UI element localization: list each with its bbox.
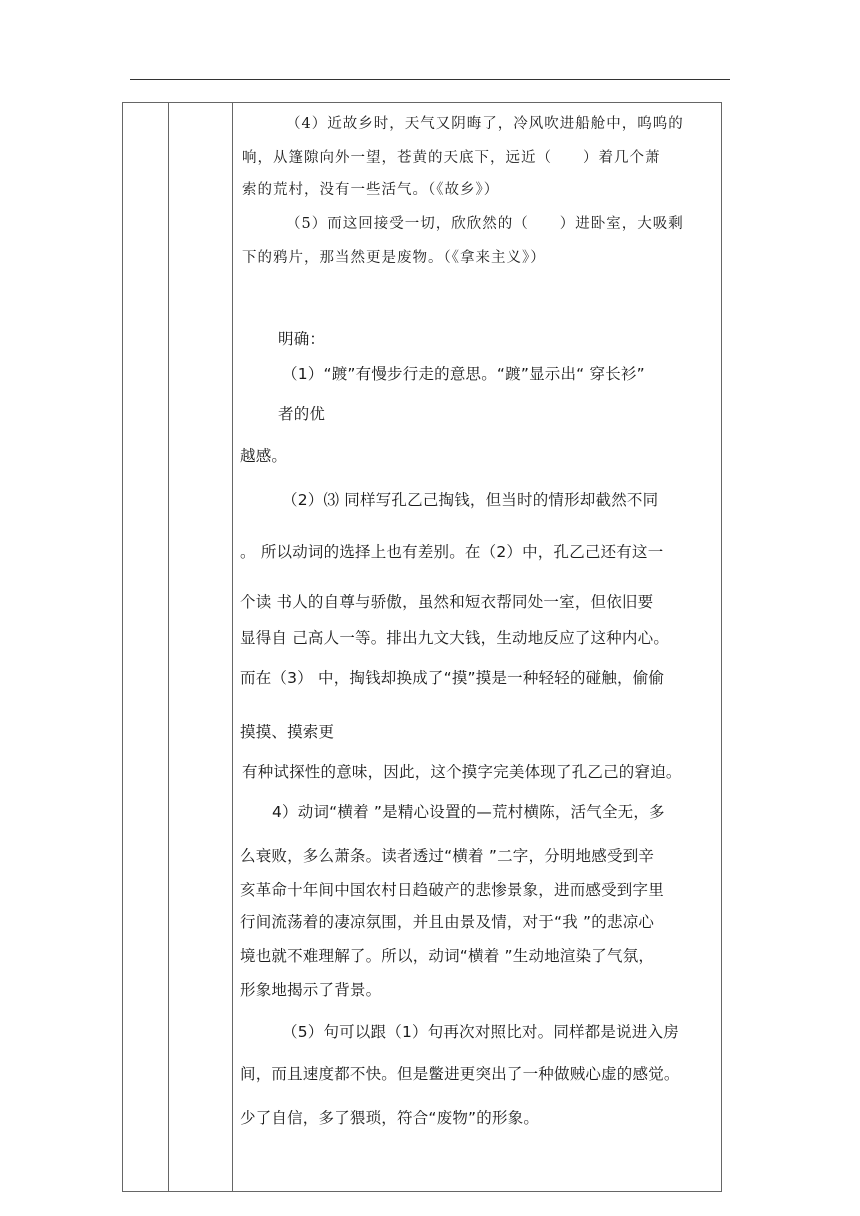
question-line: 响，从篷隙向外一望，苍黄的天底下，远近（ ）着几个萧	[242, 150, 661, 166]
question-line: 索的荒村，没有一些活气。（《故乡》）	[242, 182, 500, 198]
question-line: （4）近故乡时，天气又阴晦了，冷风吹进船舱中，呜呜的	[286, 116, 684, 132]
answer-line: 境也就不难理解了。所以，动词“横着 ”生动地渲染了气氛，	[240, 947, 655, 965]
header-rule	[130, 79, 730, 80]
answer-line: （1）“踱”有慢步行走的意思。“踱”显示出“ 穿长衫”	[282, 365, 645, 383]
question-line: 下的鸦片，那当然更是废物。（《拿来主义》）	[242, 250, 546, 266]
answer-line: 间，而且速度都不快。但是鳖进更突出了一种做贼心虚的感觉。	[240, 1065, 680, 1083]
answer-line: 显得自 己高人一等。排出九文大钱，生动地反应了这种内心。	[240, 629, 670, 647]
answer-line: 形象地揭示了背景。	[240, 981, 382, 999]
answer-line: （2）⑶ 同样写孔乙己掏钱，但当时的情形却截然不同	[282, 491, 659, 509]
table-column-divider-2	[232, 102, 233, 1192]
table-column-divider-1	[168, 102, 169, 1192]
table-content-cell	[240, 102, 718, 1192]
answer-line: 者的优	[278, 405, 326, 423]
answer-line: 个读 书人的自尊与骄傲，虽然和短衣帮同处一室，但依旧要	[240, 593, 654, 611]
question-line: （5）而这回接受一切，欣欣然的（ ）进卧室，大吸剩	[286, 216, 684, 232]
answer-line: 么衰败，多么萧条。读者透过“横着 ”二字，分明地感受到辛	[240, 847, 655, 865]
answer-line: 有种试探性的意味，因此，这个摸字完美体现了孔乙己的窘迫。	[242, 763, 682, 781]
answer-line: 。 所以动词的选择上也有差别。在（2）中，孔乙己还有这一	[240, 543, 664, 561]
answer-line: 越感。	[240, 447, 288, 465]
answer-heading: 明确：	[278, 330, 326, 348]
answer-line: （5）句可以跟（1）句再次对照比对。同样都是说进入房	[282, 1023, 679, 1041]
answer-line: 少了自信，多了猥琐，符合“废物”的形象。	[240, 1109, 540, 1127]
answer-line: 4）动词“横着 ”是精心设置的—荒村横陈，活气全无，多	[272, 803, 665, 821]
answer-line: 亥革命十年间中国农村日趋破产的悲惨景象，进而感受到字里	[240, 881, 664, 899]
answer-line: 而在（3） 中，掏钱却换成了“摸”摸是一种轻轻的碰触，偷偷	[240, 669, 665, 687]
answer-line: 摸摸、摸索更	[240, 723, 335, 741]
answer-line: 行间流荡着的凄凉氛围，并且由景及情，对于“我 ”的悲凉心	[240, 913, 655, 931]
